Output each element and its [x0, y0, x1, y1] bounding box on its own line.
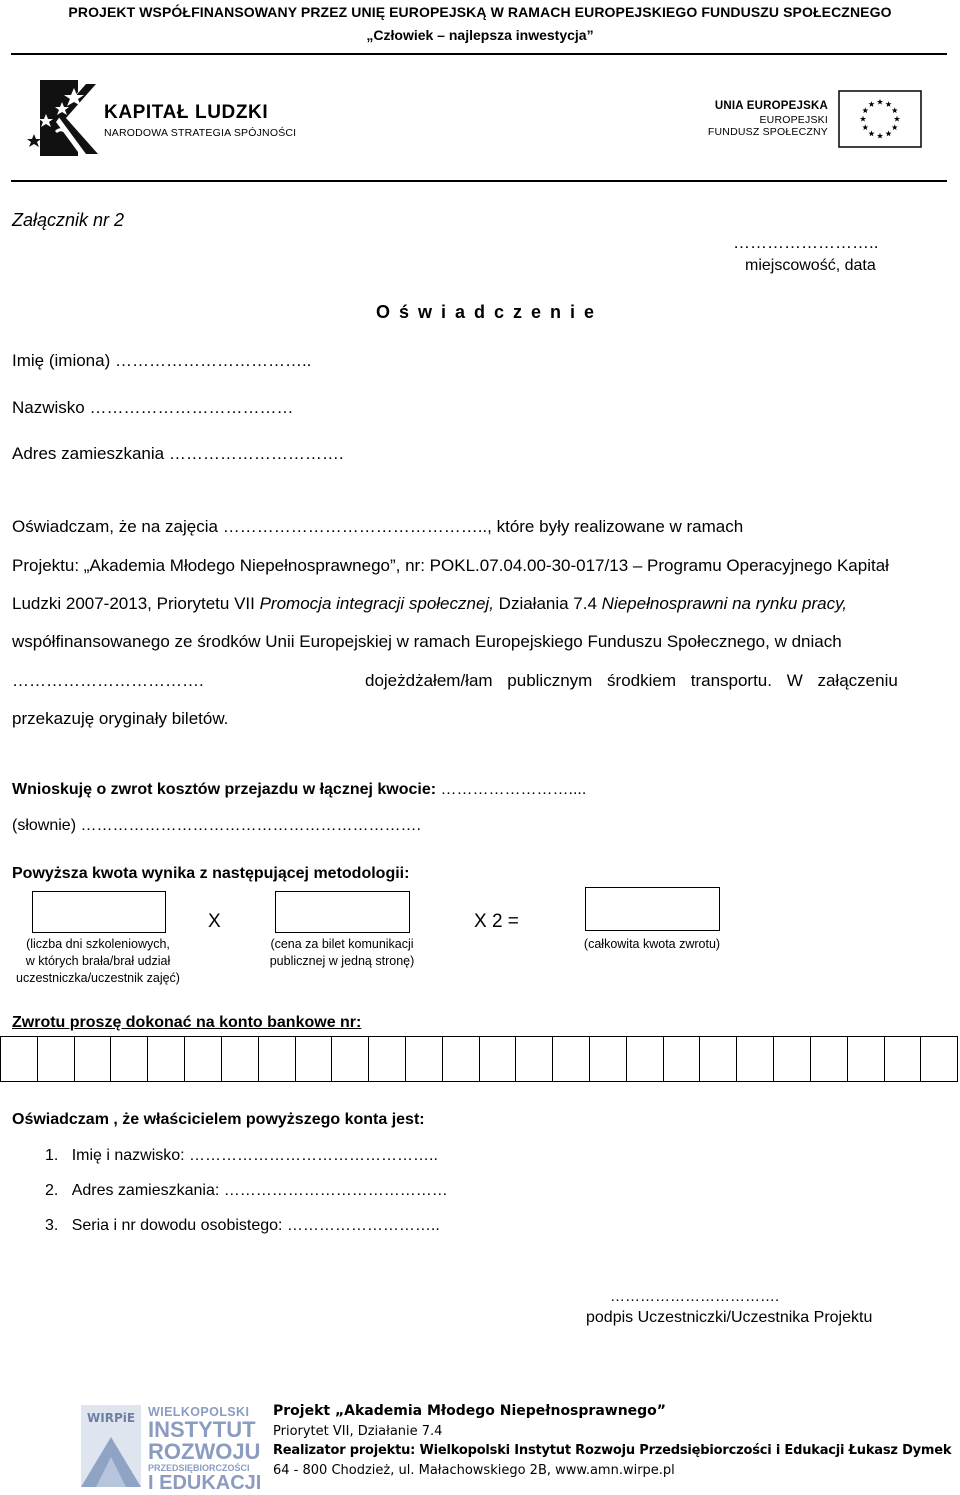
footer-realizer: Realizator projektu: Wielkopolski Instytut Rozwoju Przedsiębiorczości i Edukacji Łukasz Dymek [273, 1443, 952, 1458]
header-bottom-rule [11, 180, 947, 182]
institute-line-5: I EDUKACJI [148, 1472, 262, 1494]
account-digit-cell[interactable] [38, 1037, 75, 1081]
account-owner-label: Oświadczam , że właścicielem powyższego konta jest: [12, 1111, 425, 1128]
account-digit-cell[interactable] [627, 1037, 664, 1081]
institute-line-1: WIELKOPOLSKI [148, 1405, 250, 1419]
paragraph-l3-d: Niepełnosprawni na rynku pracy, [601, 594, 848, 613]
paragraph-line-1: Oświadczam, że na zajęcia ……………………………………….., które były realizowane w ramach [12, 517, 744, 536]
owner-item-3-text[interactable]: Seria i nr dowodu osobistego: ……………………….. [71, 1217, 440, 1234]
account-digit-cell[interactable] [590, 1037, 627, 1081]
account-digit-cell[interactable] [332, 1037, 369, 1081]
kapital-ludzki-subtitle: NARODOWA STRATEGIA SPÓJNOŚCI [104, 127, 297, 139]
eu-label-2: EUROPEJSKI [759, 114, 828, 126]
paragraph-l3-b: Promocja integracji społecznej, [259, 594, 494, 613]
annex-label: Załącznik nr 2 [12, 210, 125, 230]
ticket-price-box[interactable] [275, 891, 410, 933]
account-digit-cell[interactable] [369, 1037, 406, 1081]
account-digit-cell[interactable] [553, 1037, 590, 1081]
account-digit-cell[interactable] [848, 1037, 885, 1081]
account-digit-cell[interactable] [774, 1037, 811, 1081]
document-title: O ś w i a d c z e n i e [376, 302, 597, 322]
signature-dots[interactable]: ……………………………. [610, 1288, 780, 1305]
wirpie-logo [81, 1405, 141, 1487]
paragraph-line-2: Projektu: „Akademia Młodego Niepełnosprawnego”, nr: POKL.07.04.00-30-017/13 – Programu Operacyjnego Kapitał [12, 556, 889, 575]
footer-address: 64 - 800 Chodzież, ul. Małachowskiego 2B, www.amn.wirpe.pl [273, 1463, 675, 1478]
eu-label-3: FUNDUSZ SPOŁECZNY [707, 126, 828, 138]
signature-label: podpis Uczestniczki/Uczestnika Projektu [586, 1309, 873, 1326]
header-top-rule [11, 53, 947, 55]
owner-item-2-text[interactable]: Adres zamieszkania: …………………………………… [71, 1182, 448, 1199]
refund-in-words[interactable]: (słownie) ………………………………………………………. [12, 817, 421, 834]
owner-item-3[interactable] [45, 1217, 440, 1235]
place-date-label: miejscowość, data [745, 257, 876, 274]
owner-item-1-num: 1. [45, 1147, 59, 1164]
refund-request-label: Wnioskuję o zwrot kosztów przejazdu w łącznej kwocie: [12, 781, 437, 798]
eu-label-1: UNIA EUROPEJSKA [714, 100, 828, 112]
paragraph-l3-a: Ludzki 2007-2013, Priorytetu VII [12, 594, 260, 613]
paragraph-line-3 [12, 594, 956, 614]
account-digit-cell[interactable] [921, 1037, 957, 1081]
footer-priority: Priorytet VII, Działanie 7.4 [273, 1424, 443, 1439]
place-date-dots: …………………….. [733, 233, 879, 252]
institute-logo-text [148, 1405, 261, 1493]
account-digit-cell[interactable] [259, 1037, 296, 1081]
name-field[interactable]: Imię (imiona) …………………………….. [12, 351, 312, 370]
account-digit-cell[interactable] [480, 1037, 517, 1081]
account-digit-cell[interactable] [885, 1037, 922, 1081]
days-box[interactable] [32, 891, 166, 933]
owner-item-2-num: 2. [45, 1182, 59, 1199]
institute-line-4: PRZEDSIĘBIORCZOŚCI [148, 1463, 250, 1473]
days-caption [8, 936, 188, 987]
ticket-caption [262, 936, 422, 970]
methodology-label: Powyższa kwota wynika z następującej metodologii: [12, 865, 410, 882]
bank-account-label: Zwrotu proszę dokonać na konto bankowe nr: [12, 1014, 362, 1031]
ticket-caption-2: publicznej w jedną stronę) [269, 954, 415, 968]
days-caption-3: uczestniczka/uczestnik zajęć) [16, 971, 180, 985]
refund-request [12, 781, 586, 799]
institute-line-2: INSTYTUT [148, 1417, 256, 1442]
account-digit-cell[interactable] [111, 1037, 148, 1081]
paragraph-line-4: współfinansowanego ze środków Unii Europejskiej w ramach Europejskiego Funduszu Społecznego, w dniach [12, 632, 842, 651]
total-caption: (całkowita kwota zwrotu) [583, 937, 721, 951]
account-digit-cell[interactable] [737, 1037, 774, 1081]
eu-flag-icon [838, 90, 922, 148]
wirpie-logo-text: WIRPiE [87, 1411, 136, 1425]
paragraph-l3-c: Działania 7.4 [493, 594, 602, 613]
days-caption-2: w których brała/brał udział [25, 954, 171, 968]
owner-item-1-text[interactable]: Imię i nazwisko: ……………………………………….. [71, 1147, 438, 1164]
kapital-ludzki-logo-icon [26, 76, 100, 158]
ticket-caption-1: (cena za bilet komunikacji [270, 937, 414, 951]
account-digit-cell[interactable] [811, 1037, 848, 1081]
paragraph-l5-dots: ……………………………. [12, 671, 204, 690]
account-digit-cell[interactable] [406, 1037, 443, 1081]
account-digit-cell[interactable] [443, 1037, 480, 1081]
paragraph-l5-text: dojeżdżałem/łam publicznym środkiem transportu. W załączeniu [365, 671, 898, 690]
account-digit-cell[interactable] [664, 1037, 701, 1081]
institute-line-3: ROZWOJU [148, 1439, 261, 1464]
account-digit-cell[interactable] [75, 1037, 112, 1081]
address-field[interactable]: Adres zamieszkania …………………………. [12, 444, 344, 463]
account-digit-cell[interactable] [148, 1037, 185, 1081]
header-line-2: „Człowiek – najlepsza inwestycja” [366, 27, 594, 43]
kapital-ludzki-title: KAPITAŁ LUDZKI [104, 102, 269, 123]
paragraph-line-6: przekazuję oryginały biletów. [12, 709, 229, 728]
account-digit-cell[interactable] [222, 1037, 259, 1081]
header-line-1: PROJEKT WSPÓŁFINANSOWANY PRZEZ UNIĘ EUROPEJSKĄ W RAMACH EUROPEJSKIEGO FUNDUSZU SPOŁECZNEGO [68, 4, 892, 20]
owner-item-1[interactable] [45, 1147, 438, 1165]
days-caption-1: (liczba dni szkoleniowych, [26, 937, 170, 951]
account-digit-cell[interactable] [296, 1037, 333, 1081]
owner-item-3-num: 3. [45, 1217, 59, 1234]
wirpie-diamond-icon [81, 1427, 141, 1487]
account-digit-cell[interactable] [185, 1037, 222, 1081]
refund-amount-dots[interactable]: …………………….... [436, 781, 587, 798]
account-digit-cell[interactable] [516, 1037, 553, 1081]
total-refund-box[interactable] [585, 887, 720, 931]
footer-project: Projekt „Akademia Młodego Niepełnosprawnego” [273, 1403, 666, 1419]
multiply-two-equals: X 2 = [474, 911, 519, 932]
account-digit-cell[interactable] [1, 1037, 38, 1081]
account-digit-cell[interactable] [700, 1037, 737, 1081]
bank-account-grid[interactable] [0, 1036, 958, 1082]
multiply-sign-1: X [208, 911, 221, 932]
surname-field[interactable]: Nazwisko ……………………………… [12, 398, 294, 417]
owner-item-2[interactable] [45, 1182, 448, 1200]
